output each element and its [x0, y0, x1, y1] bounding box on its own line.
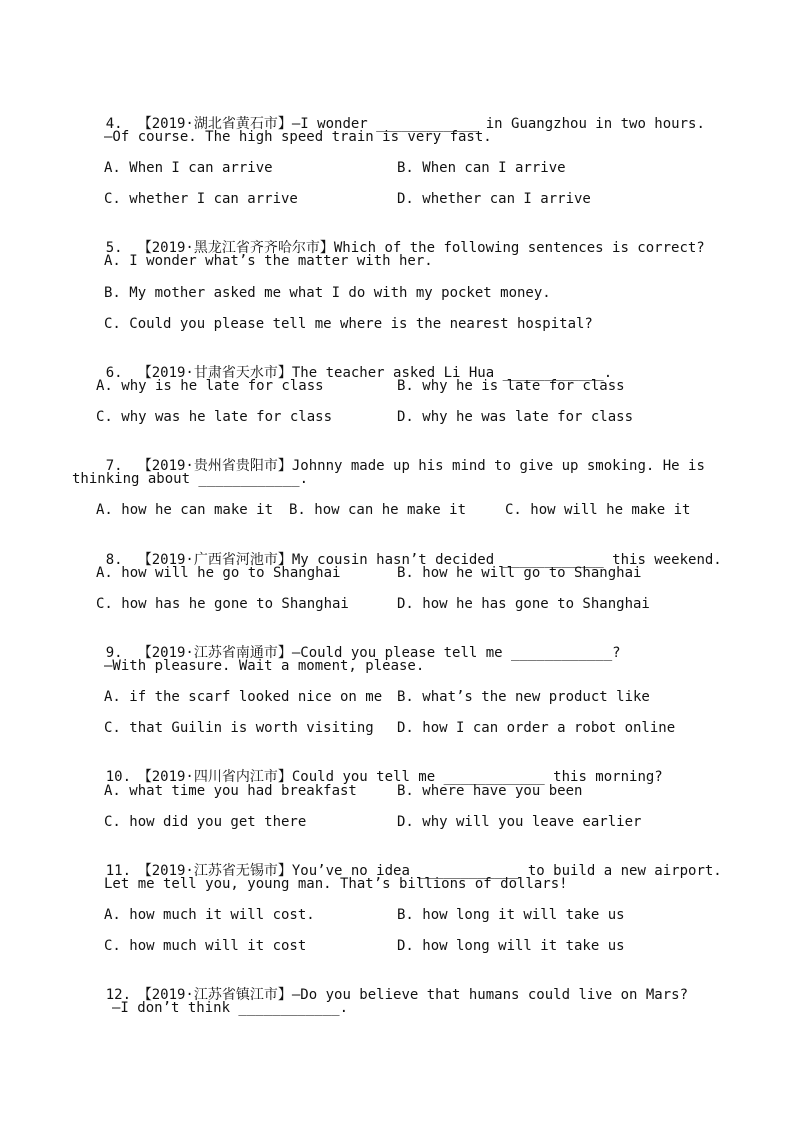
question-continuation: —With pleasure. Wait a moment, please.: [104, 658, 425, 674]
option-a: A. how will he go to Shanghai: [96, 565, 341, 581]
question-source: 【2019·江苏省无锡市】: [137, 863, 292, 879]
question-8: [72, 533, 722, 568]
question-continuation: —Of course. The high speed train is very fast.: [104, 129, 492, 145]
option-d: D. whether can I arrive: [397, 191, 591, 207]
question-7: [72, 439, 705, 474]
option-a: A. I wonder what’s the matter with her.: [104, 253, 433, 269]
question-source: 【2019·江苏省镇江市】: [137, 987, 292, 1003]
question-source: 【2019·江苏省南通市】: [137, 645, 292, 661]
option-c: C. how will he make it: [505, 502, 691, 518]
question-source: 【2019·贵州省贵阳市】: [137, 458, 292, 474]
option-c: C. how did you get there: [104, 814, 307, 830]
option-a: A. how much it will cost.: [104, 907, 315, 923]
question-stem: —I wonder ____________ in Guangzhou in two hours.: [291, 116, 705, 132]
option-c: C. that Guilin is worth visiting: [104, 720, 374, 736]
option-a: A. When I can arrive: [104, 160, 273, 176]
option-b: B. My mother asked me what I do with my pocket money.: [104, 285, 551, 301]
question-stem: You’ve no idea ____________ to build a new airport.: [291, 863, 722, 879]
question-number: 7.: [105, 458, 123, 474]
option-b: B. why he is late for class: [397, 378, 625, 394]
question-9: [72, 626, 621, 661]
question-source: 【2019·黑龙江省齐齐哈尔市】: [137, 240, 334, 256]
question-source: 【2019·广西省河池市】: [137, 552, 292, 568]
question-source: 【2019·甘肃省天水市】: [137, 365, 292, 381]
option-d: D. why he was late for class: [397, 409, 634, 425]
question-5: [72, 221, 705, 256]
option-d: D. why will you leave earlier: [397, 814, 642, 830]
question-stem: Could you tell me ____________ this morning?: [291, 769, 663, 785]
question-11: [72, 844, 722, 879]
question-stem: My cousin hasn’t decided ____________ this weekend.: [291, 552, 722, 568]
option-c: C. how has he gone to Shanghai: [96, 596, 349, 612]
question-stem: —Do you believe that humans could live on Mars?: [291, 987, 689, 1003]
question-continuation: —I don’t think ____________.: [112, 1000, 349, 1016]
option-b: B. what’s the new product like: [397, 689, 650, 705]
option-a: A. what time you had breakfast: [104, 783, 357, 799]
question-12: [72, 968, 689, 1003]
question-continuation: thinking about ____________.: [72, 471, 309, 487]
question-stem: Which of the following sentences is correct?: [333, 240, 705, 256]
question-number: 8.: [105, 552, 123, 568]
option-d: D. how I can order a robot online: [397, 720, 676, 736]
question-source: 【2019·湖北省黄石市】: [137, 116, 292, 132]
option-a: A. why is he late for class: [96, 378, 324, 394]
option-b: B. how long it will take us: [397, 907, 625, 923]
option-a: A. if the scarf looked nice on me: [104, 689, 383, 705]
option-b: B. where have you been: [397, 783, 583, 799]
question-number: 6.: [105, 365, 123, 381]
option-c: C. Could you please tell me where is the nearest hospital?: [104, 316, 593, 332]
question-number: 10.: [105, 769, 132, 785]
question-4: [72, 97, 705, 132]
option-c: C. how much will it cost: [104, 938, 307, 954]
question-number: 4.: [105, 116, 123, 132]
question-stem: Johnny made up his mind to give up smoking. He is: [291, 458, 705, 474]
question-6: [72, 346, 613, 381]
question-10: [72, 750, 663, 785]
option-c: C. why was he late for class: [96, 409, 333, 425]
option-a: A. how he can make it: [96, 502, 274, 518]
question-stem: The teacher asked Li Hua ____________.: [291, 365, 613, 381]
option-b: B. When can I arrive: [397, 160, 566, 176]
question-source: 【2019·四川省内江市】: [137, 769, 292, 785]
question-number: 5.: [105, 240, 123, 256]
option-d: D. how long will it take us: [397, 938, 625, 954]
question-number: 12.: [105, 987, 132, 1003]
option-b: B. how he will go to Shanghai: [397, 565, 642, 581]
question-number: 11.: [105, 863, 132, 879]
option-d: D. how he has gone to Shanghai: [397, 596, 650, 612]
question-continuation: Let me tell you, young man. That’s billions of dollars!: [104, 876, 568, 892]
question-number: 9.: [105, 645, 123, 661]
option-b: B. how can he make it: [289, 502, 467, 518]
option-c: C. whether I can arrive: [104, 191, 298, 207]
question-stem: —Could you please tell me ____________?: [291, 645, 621, 661]
